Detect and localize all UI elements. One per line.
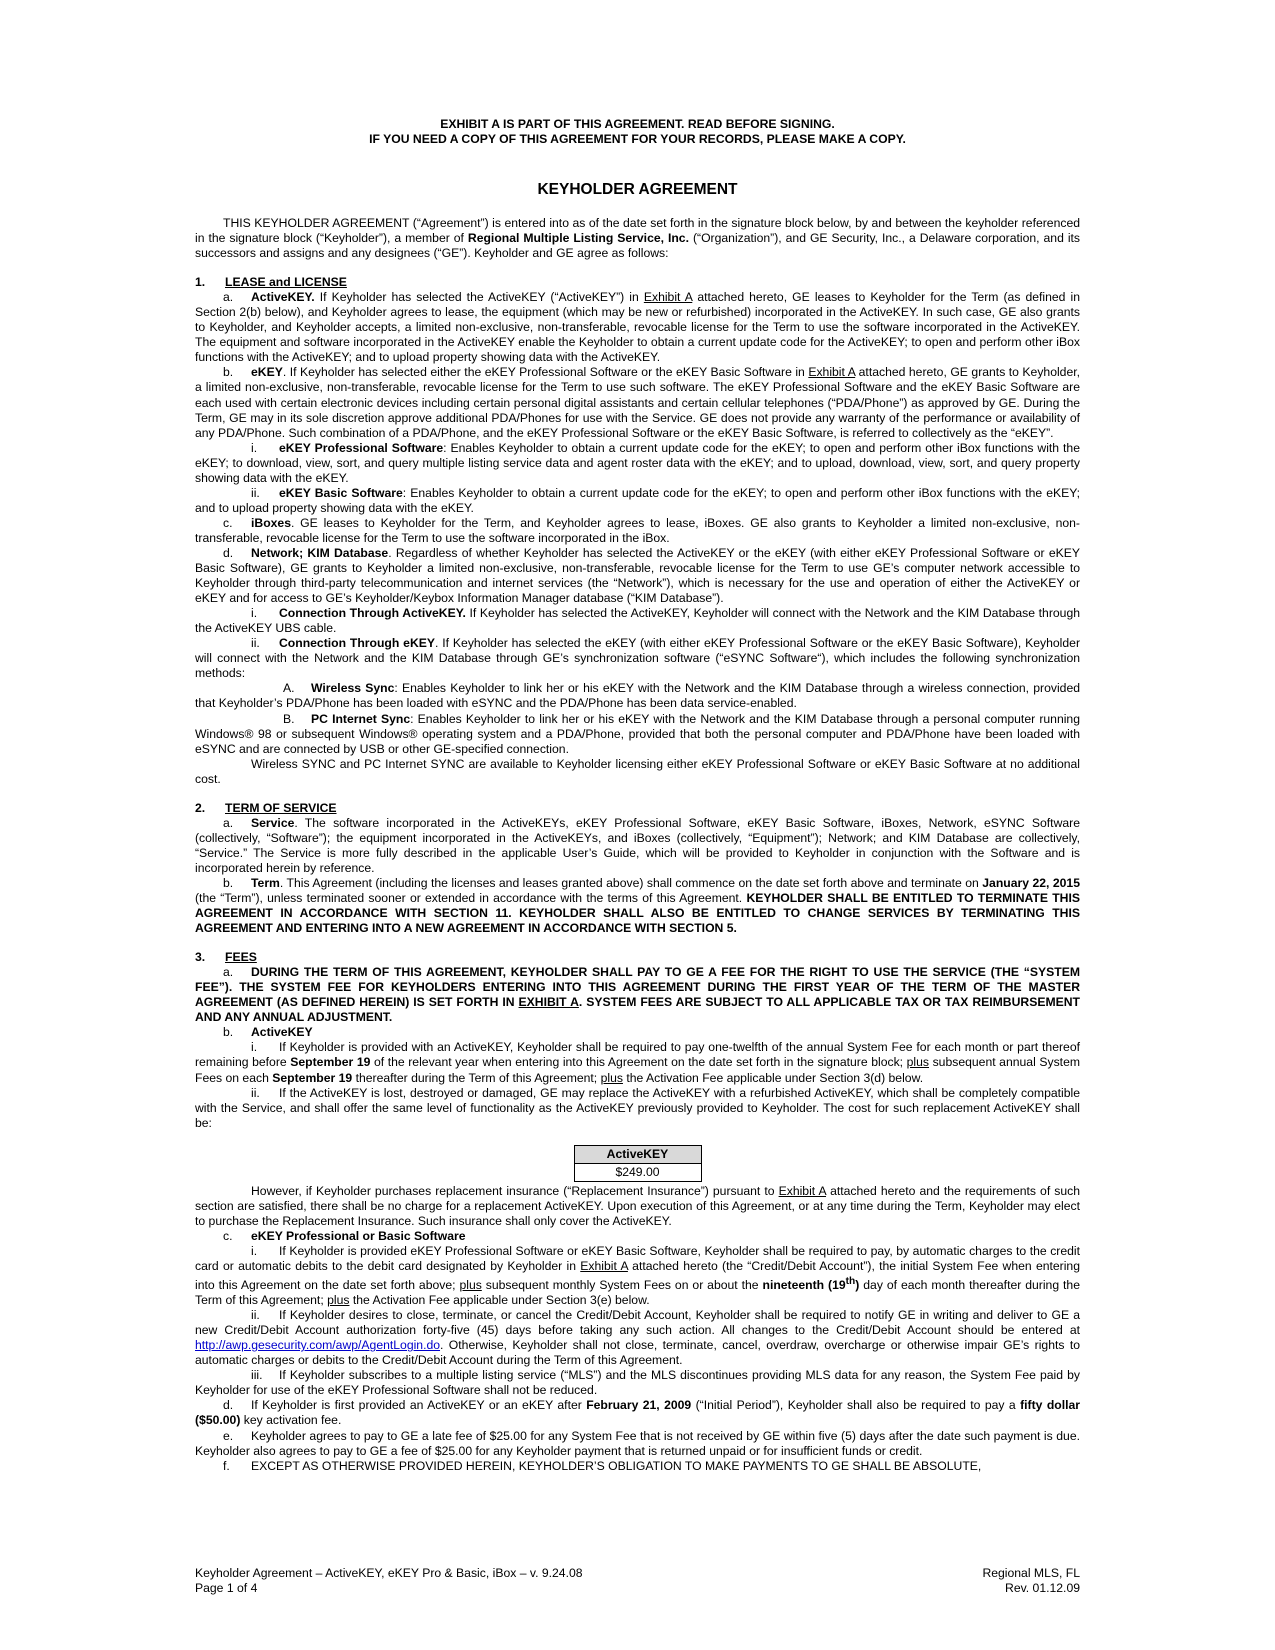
agreement-body [195, 216, 1080, 1474]
section-3d: d. If Keyholder is first provided an ActiveKEY or an eKEY after February 21, 2009 (“Initial Period”), Keyholder shall also be required to pay a fifty dollar ($50.00) key activation fee. [195, 1398, 1080, 1428]
section-1d-i: i. Connection Through ActiveKEY. If Keyholder has selected the ActiveKEY, Keyholder will connect with the Network and the KIM Database through the ActiveKEY UBS cable. [195, 606, 1081, 636]
intro-paragraph: THIS KEYHOLDER AGREEMENT (“Agreement”) is entered into as of the date set forth in the signature block below, by and between the keyholder referenced in the signature block (“Keyholder”), a member of Regional Multiple Listing Service, Inc. (“Organization”), and GE Security, Inc., a Delaware corporation, and its successors and assigns and any designees (“GE”). Keyholder and GE agree as follows: [195, 216, 1081, 261]
agent-login-link[interactable]: http://awp.gesecurity.com/awp/AgentLogin.do [195, 1338, 441, 1353]
section-3c: c. eKEY Professional or Basic Software [223, 1228, 466, 1243]
section-1c: c. iBoxes. GE leases to Keyholder for the Term, and Keyholder agrees to lease, iBoxes. GE also grants to Keyholder a limited non-exclusive, non-transferable, revocable license for the Term to use the software incorporated in the iBox. [195, 515, 1080, 545]
notice-banner [195, 117, 1080, 147]
section-1d-ii-A: A. Wireless Sync: Enables Keyholder to link her or his eKEY with the Network and the KIM Database through a wireless connection, provided that Keyholder’s PDA/Phone has been loaded with eSYNC and the PDA/Phone has been data service-enabled. [195, 681, 1080, 711]
section-3b-insurance: However, if Keyholder purchases replacement insurance (“Replacement Insurance”) pursuant to Exhibit A attached hereto and the requirements of such section are satisfied, there shall be no charge for a replacement ActiveKEY. Upon execution of this Agreement, or at any time during the Term, Keyholder may elect to purchase the Replacement Insurance. Such insurance shall only cover the ActiveKEY. [195, 1183, 1080, 1228]
section-3f: f. EXCEPT AS OTHERWISE PROVIDED HEREIN, KEYHOLDER’S OBLIGATION TO MAKE PAYMENTS TO GE SHALL BE ABSOLUTE, [223, 1458, 982, 1473]
section-1b-ii: ii. eKEY Basic Software: Enables Keyholder to obtain a current update code for the eKEY; to open and perform other iBox functions with the eKEY; and to upload property showing data with the eKEY. [195, 485, 1080, 515]
section-3b-i: i. If Keyholder is provided with an ActiveKEY, Keyholder shall be required to pay one-twelfth of the annual System Fee for each month or part thereof remaining before September 19 of the relevant year when entering into this Agreement on the date set forth in the signature block; plus subsequent annual System Fees on each September 19 thereafter during the Term of this Agreement; plus the Activation Fee applicable under Section 3(d) below. [195, 1040, 1080, 1085]
document-title: KEYHOLDER AGREEMENT [537, 181, 738, 198]
section-3b: b. ActiveKEY [223, 1025, 313, 1040]
replacement-price-table [574, 1145, 702, 1182]
section-1d-tail: Wireless SYNC and PC Internet SYNC are available to Keyholder licensing either eKEY Professional Software or eKEY Basic Software at no additional cost. [195, 756, 1080, 786]
section-3a: a. DURING THE TERM OF THIS AGREEMENT, KEYHOLDER SHALL PAY TO GE A FEE FOR THE RIGHT TO USE THE SERVICE (THE “SYSTEM FEE”). THE SYSTEM FEE FOR KEYHOLDERS ENTERING INTO THIS AGREEMENT DURING THE FIRST YEAR OF THE TERM OF THE MASTER AGREEMENT (AS DEFINED HEREIN) IS SET FORTH IN EXHIBIT A. SYSTEM FEES ARE SUBJECT TO ALL APPLICABLE TAX OR TAX REIMBURSEMENT AND ANY ANNUAL ADJUSTMENT. [195, 965, 1080, 1025]
notice-line-2: IF YOU NEED A COPY OF THIS AGREEMENT FOR YOUR RECORDS, PLEASE MAKE A COPY. [369, 132, 906, 146]
section-1b-i: i. eKEY Professional Software: Enables Keyholder to obtain a current update code for the eKEY; to open and perform other iBox functions with the eKEY; to download, view, sort, and query multiple listing service data and agent roster data with the eKEY; and to upload, download, view, sort, and query property showing data with the eKEY. [195, 440, 1080, 485]
footer-document-version: Keyholder Agreement – ActiveKEY, eKEY Pro & Basic, iBox – v. 9.24.08 [195, 1566, 583, 1580]
section-1b: b. eKEY. If Keyholder has selected either the eKEY Professional Software or the eKEY Basic Software in Exhibit A attached hereto, GE grants to Keyholder, a limited non-exclusive, non-transferable, revocable license for the Term to use such software. The eKEY Professional Software and the eKEY Basic Software are each used with certain electronic devices including certain personal digital assistants and certain cellular telephones (“PDA/Phone”) as approved by GE. During the Term, GE may in its sole discretion approve additional PDA/Phones for use with the Service. GE does not provide any warranty of the performance or availability of any PDA/Phone. Such combination of a PDA/Phone, and the eKEY Professional Software or the eKEY Basic Software, is referred to collectively as the “eKEY”. [195, 365, 1081, 440]
footer-page-number: Page 1 of 4 [195, 1581, 258, 1595]
section-2-heading: 2. TERM OF SERVICE [195, 800, 337, 815]
footer-right [982, 1566, 1080, 1596]
section-3c-ii: ii. If Keyholder desires to close, terminate, or cancel the Credit/Debit Account, Keyholder shall be required to notify GE in writing and deliver to GE a new Credit/Debit Account authorization forty-five (45) days before taking any such action. All changes to the Credit/Debit Account should be entered at http://awp.gesecurity.com/awp/AgentLogin.do. Otherwise, Keyholder shall not close, terminate, cancel, overdraw, overcharge or otherwise impair GE’s rights to automatic charges or debits to the Credit/Debit Account during the Term of this Agreement. [195, 1308, 1080, 1368]
section-3b-ii: ii. If the ActiveKEY is lost, destroyed or damaged, GE may replace the ActiveKEY with a refurbished ActiveKEY, which shall be completely compatible with the Service, and shall offer the same level of functionality as the ActiveKEY previously provided to Keyholder. The cost for such replacement ActiveKEY shall be: [195, 1085, 1080, 1130]
section-1d: d. Network; KIM Database. Regardless of whether Keyholder has selected the ActiveKEY or the eKEY (with either eKEY Professional Software or eKEY Basic Software), GE grants to Keyholder a limited non-exclusive, non-transferable, revocable license for the Term to use GE’s computer network accessible to Keyholder through third-party telecommunication and internet services (the “Network”), which is necessary for the use and operation of either the ActiveKEY or eKEY and for access to GE’s Keyholder/Keybox Information Manager database (“KIM Database”). [195, 545, 1080, 606]
section-2a: a. Service. The software incorporated in the ActiveKEYs, eKEY Professional Software, eKEY Basic Software, iBoxes, Network, eSYNC Software (collectively, “Software”); the equipment incorporated in the ActiveKEYs, and iBoxes (collectively, “Equipment”); Network; and KIM Database are collectively, “Service.” The Service is more fully described in the applicable User’s Guide, which will be provided to Keyholder in conjunction with the Software and is incorporated herein by reference. [195, 815, 1080, 875]
notice-line-1: EXHIBIT A IS PART OF THIS AGREEMENT. READ BEFORE SIGNING. [440, 117, 835, 131]
section-3c-iii: iii. If Keyholder subscribes to a multiple listing service (“MLS”) and the MLS discontinues providing MLS data for any reason, the System Fee paid by Keyholder for use of the eKEY Professional Software shall not be reduced. [195, 1368, 1080, 1398]
price-table-header: ActiveKEY [574, 1145, 701, 1163]
section-3e: e. Keyholder agrees to pay to GE a late fee of $25.00 for any System Fee that is not received by GE within five (5) days after the date such payment is due. Keyholder also agrees to pay to GE a fee of $25.00 for any Keyholder payment that is returned unpaid or for insufficient funds or credit. [195, 1428, 1080, 1458]
section-3c-i: i. If Keyholder is provided eKEY Professional Software or eKEY Basic Software, Keyholder shall be required to pay, by automatic charges to the credit card or automatic debits to the debit card designated by Keyholder in Exhibit A attached hereto (the “Credit/Debit Account”), the initial System Fee when entering into this Agreement on the date set forth above; plus subsequent monthly System Fees on or about the nineteenth (19th) day of each month thereafter during the Term of this Agreement; plus the Activation Fee applicable under Section 3(e) below. [195, 1243, 1080, 1308]
section-1d-ii-B: B. PC Internet Sync: Enables Keyholder to link her or his eKEY with the Network and the KIM Database through a personal computer running Windows® 98 or subsequent Windows® operating system and a PDA/Phone, provided that both the personal computer and PDA/Phone have been loaded with eSYNC and are connected by USB or other GE-specified connection. [195, 711, 1080, 756]
footer-revision: Rev. 01.12.09 [1005, 1581, 1080, 1595]
price-table-value: $249.00 [574, 1163, 701, 1181]
section-3-heading: 3. FEES [195, 950, 257, 965]
section-1d-ii: ii. Connection Through eKEY. If Keyholder has selected the eKEY (with either eKEY Professional Software or the eKEY Basic Software), Keyholder will connect with the Network and the KIM Database through GE’s synchronization software (“eSYNC Software“), which includes the following synchronization methods: [195, 636, 1080, 681]
section-1a: a. ActiveKEY. If Keyholder has selected the ActiveKEY (“ActiveKEY”) in Exhibit A attached hereto, GE leases to Keyholder for the Term (as defined in Section 2(b) below), and Keyholder agrees to lease, the equipment (which may be new or refurbished) incorporated in the ActiveKEY. In such case, GE also grants to Keyholder, and Keyholder accepts, a limited non-exclusive, non-transferable, revocable license for the Term to use the software incorporated in the ActiveKEY. The equipment and software incorporated in the ActiveKEY enable the Keyholder to obtain a current update code for the ActiveKEY; to open and perform other iBox functions with the ActiveKEY; and to upload property showing data with the ActiveKEY. [195, 290, 1081, 365]
section-2b: b. Term. This Agreement (including the licenses and leases granted above) shall commence on the date set forth above and terminate on January 22, 2015 (the “Term”), unless terminated sooner or extended in accordance with the terms of this Agreement. KEYHOLDER SHALL BE ENTITLED TO TERMINATE THIS AGREEMENT IN ACCORDANCE WITH SECTION 11. KEYHOLDER SHALL ALSO BE ENTITLED TO CHANGE SERVICES BY TERMINATING THIS AGREEMENT AND ENTERING INTO A NEW AGREEMENT IN ACCORDANCE WITH SECTION 5. [195, 875, 1080, 936]
footer-left [195, 1566, 583, 1596]
footer-organization: Regional MLS, FL [982, 1566, 1080, 1580]
section-1-heading: 1. LEASE and LICENSE [195, 275, 347, 290]
